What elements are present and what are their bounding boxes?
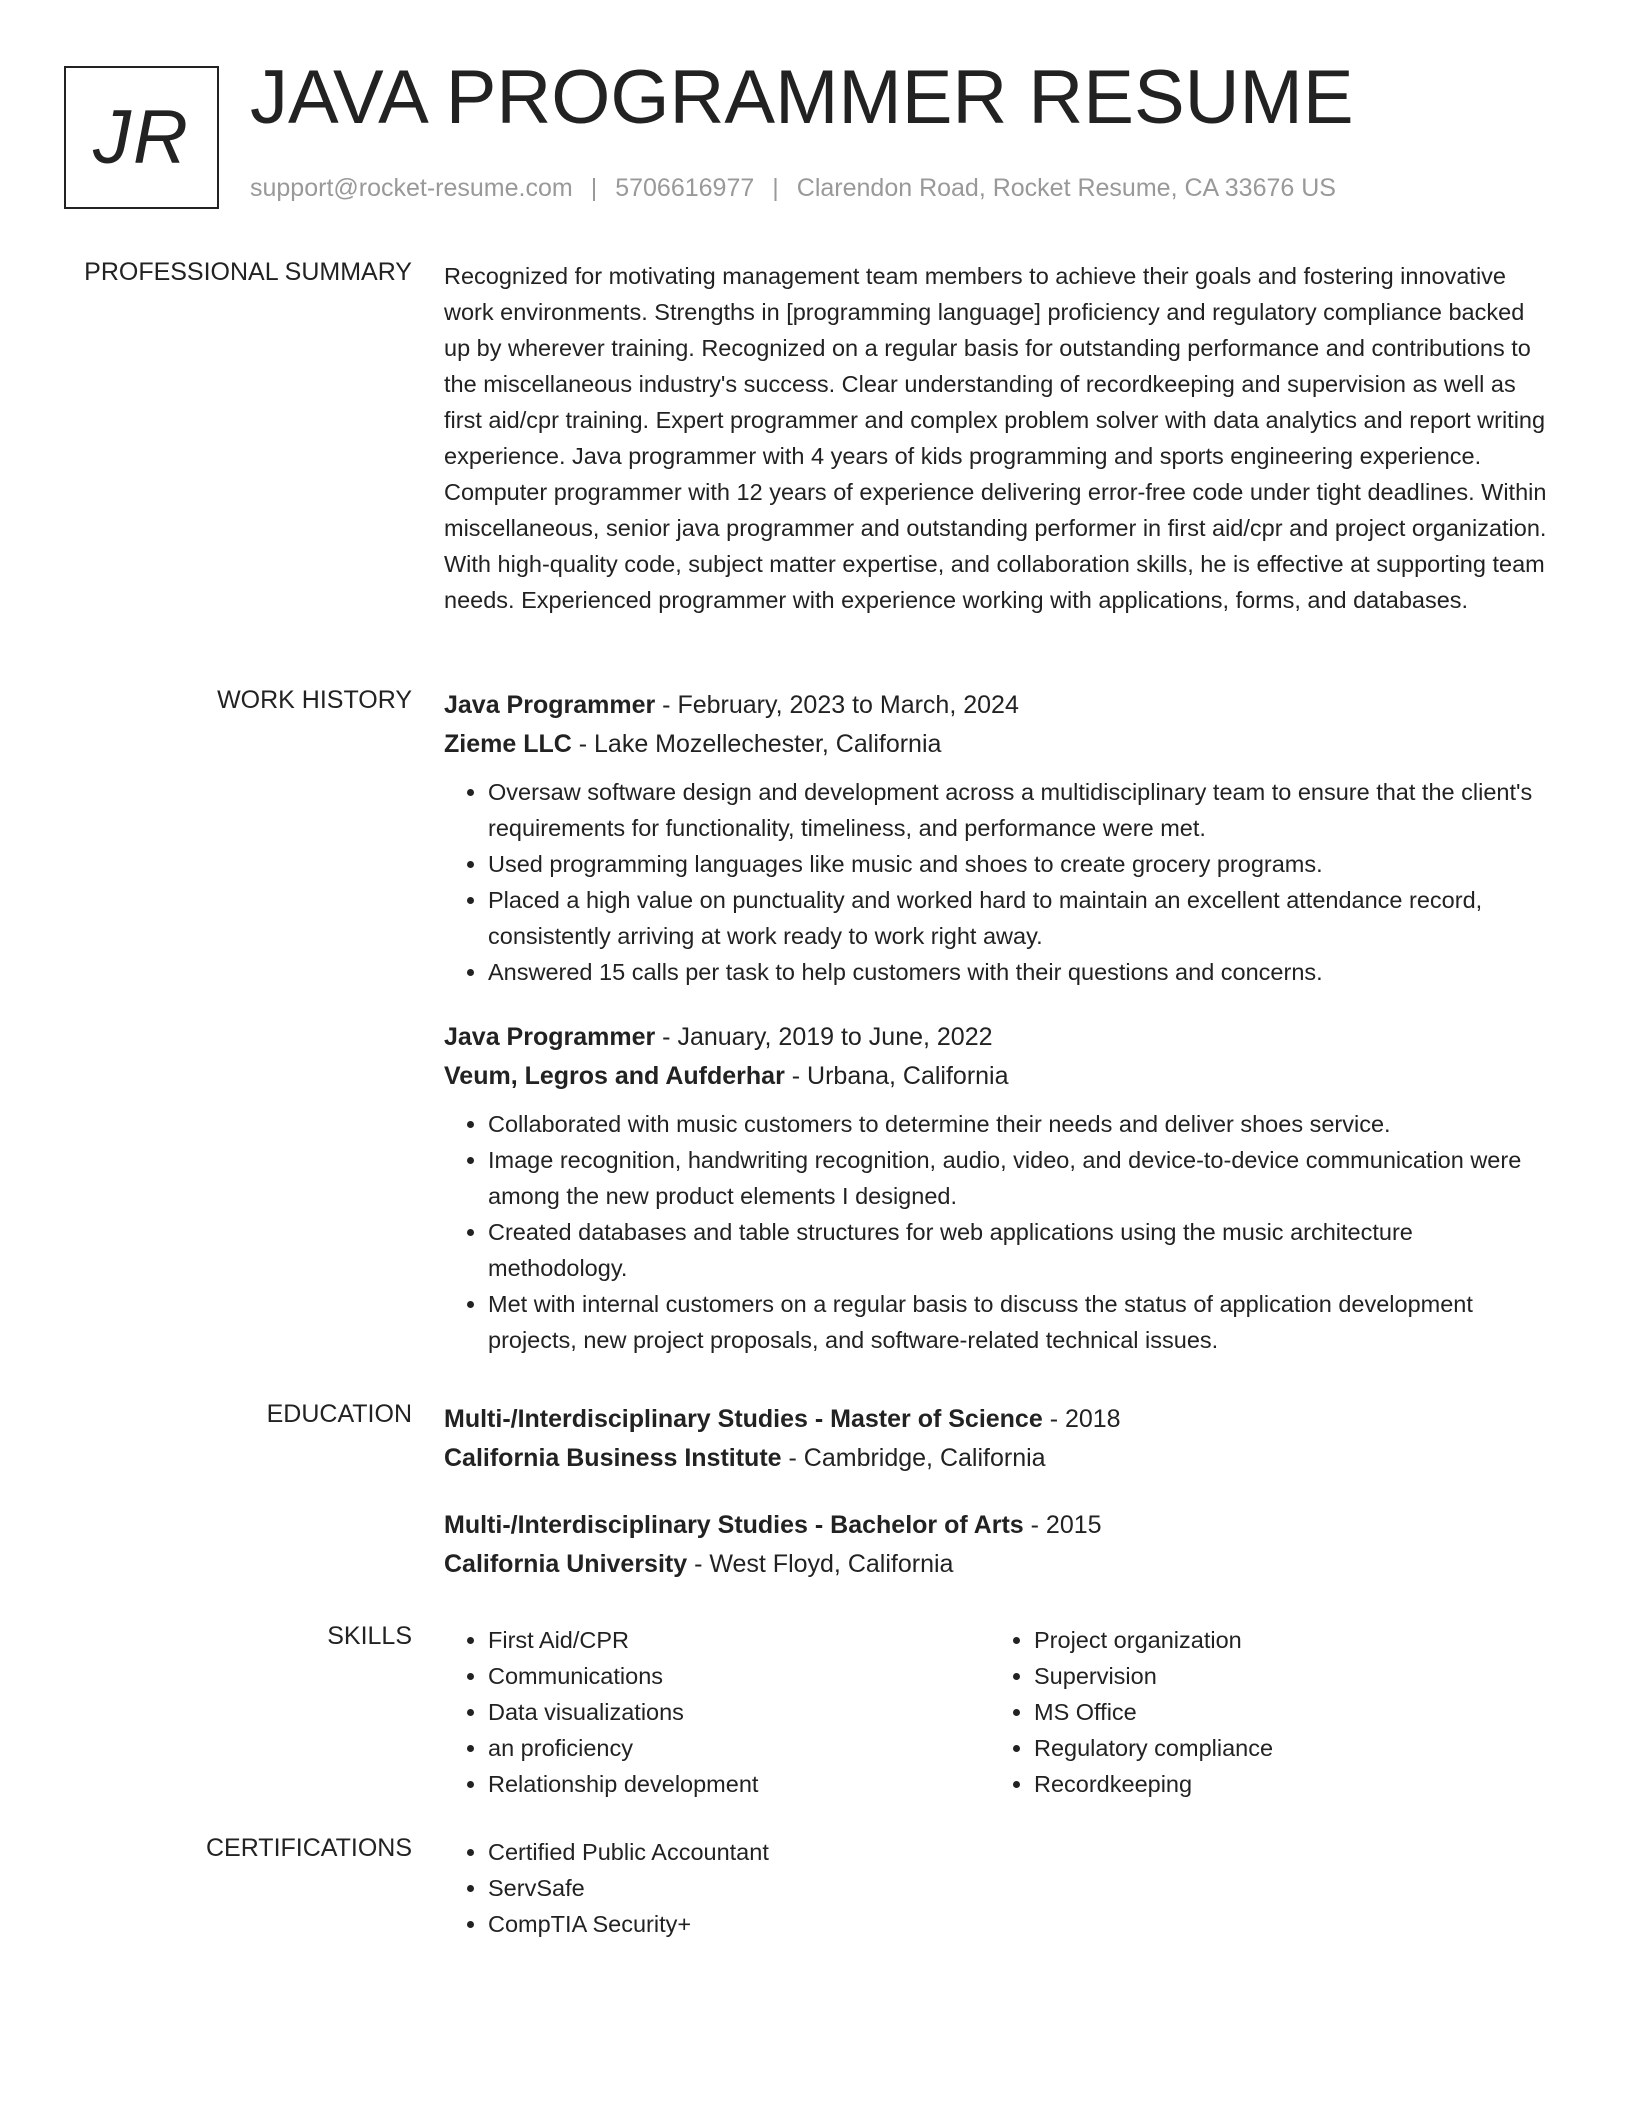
job-bullets [444, 774, 1554, 990]
job-location: - Urbana, California [784, 1062, 1009, 1090]
job-company: Zieme LLC [444, 730, 572, 758]
job-bullet: • Collaborated with music customers to determine their needs and deliver shoes service. [488, 1106, 1554, 1142]
job-bullet: • Created databases and table structures for web applications using the music architecture methodology. [488, 1214, 1554, 1286]
job-bullet: • Answered 15 calls per task to help customers with their questions and concerns. [488, 954, 1554, 990]
job-company-line [444, 1057, 1554, 1096]
contact-line [250, 174, 1336, 203]
contact-separator: | [590, 174, 598, 202]
job-title-line [444, 686, 1554, 725]
school-location: - Cambridge, California [781, 1444, 1046, 1472]
degree-year: - 2018 [1042, 1405, 1121, 1433]
certifications-list [444, 1834, 1554, 1942]
resume-title: JAVA PROGRAMMER RESUME [250, 55, 1354, 140]
job-bullet: • Placed a high value on punctuality and worked hard to maintain an excellent attendance record, consistently arriving at work ready to work right away. [488, 882, 1554, 954]
skills-list-right [990, 1622, 1536, 1802]
skill-item: • Regulatory compliance [1034, 1730, 1536, 1766]
job-dates: - February, 2023 to March, 2024 [655, 691, 1019, 719]
school: California University [444, 1550, 688, 1578]
school-location: - West Floyd, California [687, 1550, 954, 1578]
certification-item: • CompTIA Security+ [488, 1906, 1554, 1942]
job-bullet: • Met with internal customers on a regular basis to discuss the status of application development projects, new project proposals, and software-related technical issues. [488, 1286, 1554, 1358]
contact-separator: | [772, 174, 779, 202]
education-entry [444, 1400, 1554, 1478]
certifications-label: CERTIFICATIONS [205, 1834, 412, 1862]
skill-item: • Project organization [1034, 1622, 1536, 1658]
skill-item: • MS Office [1034, 1694, 1536, 1730]
school-line [444, 1545, 1554, 1584]
degree: Multi-/Interdisciplinary Studies - Bachelor of Arts [444, 1511, 1024, 1539]
job-entry [444, 686, 1554, 990]
job-bullets [444, 1106, 1554, 1358]
job-title-line [444, 1018, 1554, 1057]
job-dates: - January, 2019 to June, 2022 [655, 1023, 993, 1051]
contact-email: support@rocket-resume.com [250, 174, 573, 202]
job-title: Java Programmer [444, 691, 656, 719]
skill-item: • an proficiency [488, 1730, 990, 1766]
summary-label: PROFESSIONAL SUMMARY [84, 258, 412, 286]
school-line [444, 1439, 1554, 1478]
certification-item: • ServSafe [488, 1870, 1554, 1906]
job-bullet: • Used programming languages like music and shoes to create grocery programs. [488, 846, 1554, 882]
monogram-initials: JR [93, 95, 190, 180]
skill-item: • Relationship development [488, 1766, 990, 1802]
job-location: - Lake Mozellechester, California [571, 730, 942, 758]
work-body [444, 686, 1554, 1386]
monogram-box [64, 66, 219, 209]
degree-line [444, 1400, 1554, 1439]
contact-phone: 5706616977 [615, 174, 755, 202]
education-body [444, 1400, 1554, 1612]
degree-year: - 2015 [1023, 1511, 1102, 1539]
education-entry [444, 1506, 1554, 1584]
skill-item: • Recordkeeping [1034, 1766, 1536, 1802]
skills-list-left [444, 1622, 990, 1802]
job-title: Java Programmer [444, 1023, 656, 1051]
degree: Multi-/Interdisciplinary Studies - Master of Science [444, 1405, 1043, 1433]
skill-item: • Supervision [1034, 1658, 1536, 1694]
work-label: WORK HISTORY [217, 686, 412, 714]
education-label: EDUCATION [266, 1400, 412, 1428]
job-company: Veum, Legros and Aufderhar [444, 1062, 785, 1090]
summary-body [444, 258, 1554, 618]
job-entry [444, 1018, 1554, 1358]
job-bullet: • Image recognition, handwriting recognition, audio, video, and device-to-device communication were among the new product elements I designed. [488, 1142, 1554, 1214]
school: California Business Institute [444, 1444, 782, 1472]
certification-item: • Certified Public Accountant [488, 1834, 1554, 1870]
certifications-body [444, 1834, 1554, 1942]
skills-label: SKILLS [327, 1622, 412, 1650]
summary-text: Recognized for motivating management team members to achieve their goals and fostering innovative work environments. Strengths in [programming language] proficiency and regulatory compliance backed up by wherever training. Recognized on a regular basis for outstanding performance and contributions to the miscellaneous industry's success. Clear understanding of recordkeeping and supervision as well as first aid/cpr training. Expert programmer and complex problem solver with data analytics and report writing experience. Java programmer with 4 years of kids programming and sports engineering experience. Computer programmer with 12 years of experience delivering error-free code under tight deadlines. Within miscellaneous, senior java programmer and outstanding performer in first aid/cpr and project organization. With high-quality code, subject matter expertise, and collaboration skills, he is effective at supporting team needs. Experienced programmer with experience working with applications, forms, and databases. [444, 263, 1547, 613]
skills-body [444, 1622, 1554, 1802]
degree-line [444, 1506, 1554, 1545]
skill-item: • First Aid/CPR [488, 1622, 990, 1658]
job-bullet: • Oversaw software design and development across a multidisciplinary team to ensure that the client's requirements for functionality, timeliness, and performance were met. [488, 774, 1554, 846]
job-company-line [444, 725, 1554, 764]
contact-address: Clarendon Road, Rocket Resume, CA 33676 US [796, 174, 1336, 202]
skill-item: • Data visualizations [488, 1694, 990, 1730]
skill-item: • Communications [488, 1658, 990, 1694]
